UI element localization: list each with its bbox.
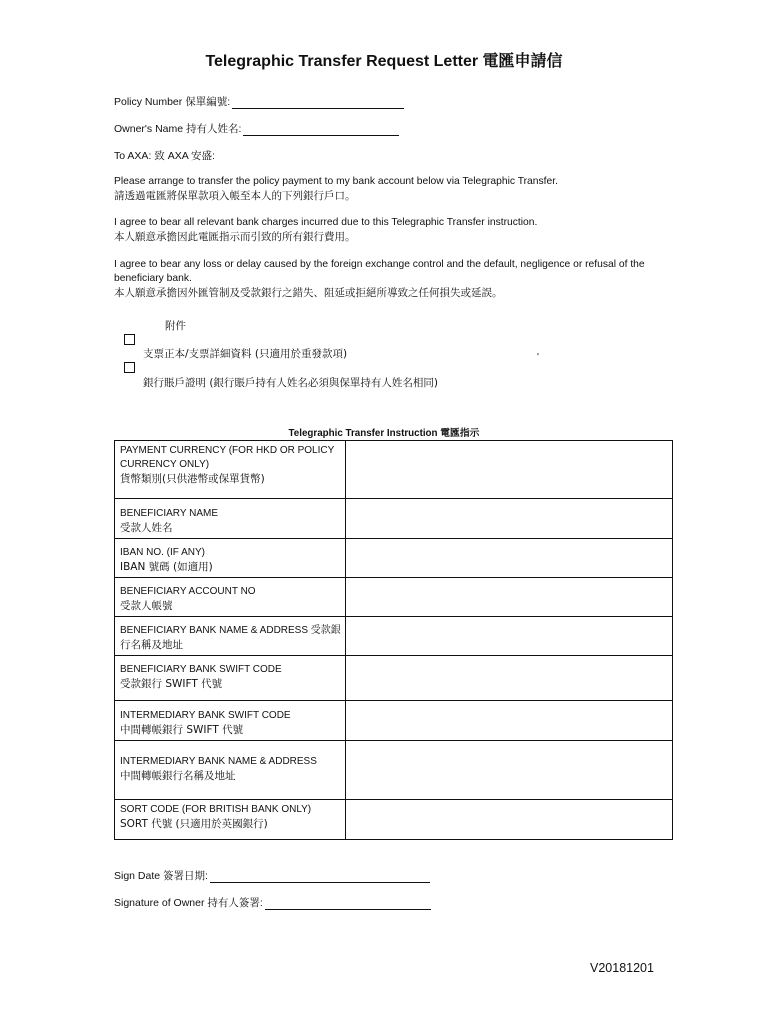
attachment-checkbox-bank-proof[interactable]: [124, 362, 135, 373]
attachment-checkbox-cheque[interactable]: [124, 334, 135, 345]
attachment-item-bank-proof: 銀行賬戶證明 (銀行賬戶持有人姓名必須與保單持有人姓名相同): [143, 377, 439, 389]
row-label-en: INTERMEDIARY BANK NAME & ADDRESS: [120, 756, 317, 767]
row-value-field[interactable]: [346, 441, 673, 499]
row-value-field[interactable]: [346, 617, 673, 656]
table-row: [115, 499, 673, 539]
row-label: [115, 441, 346, 499]
row-label-zh: 貨幣類別(只供港幣或保單貨幣): [120, 473, 265, 485]
page-title: Telegraphic Transfer Request Letter 電匯申請信: [205, 53, 563, 70]
table-row: [115, 539, 673, 578]
sign-date-label: Sign Date 簽署日期:: [114, 870, 208, 882]
version-code: V20181201: [590, 961, 654, 975]
paragraph-en: I agree to bear all relevant bank charges incurred due to this Telegraphic Transfer instruction.: [114, 217, 538, 228]
row-label-zh: 中間轉帳銀行 SWIFT 代號: [120, 724, 244, 736]
paragraph-bank-charges: [114, 216, 537, 244]
table-row: [115, 741, 673, 800]
paragraph-zh: 本人願意承擔因外匯管制及受款銀行之錯失、阻延或拒絕所導致之任何損失或延誤。: [114, 287, 503, 299]
row-value-field[interactable]: [346, 578, 673, 617]
row-label-en: BENEFICIARY BANK SWIFT CODE: [120, 664, 282, 675]
paragraph-zh: 請透過電匯將保單款項入帳至本人的下列銀行戶口。: [114, 190, 356, 202]
attachments-heading: 附件: [165, 320, 186, 332]
table-row: [115, 578, 673, 617]
row-label: [115, 741, 346, 800]
paragraph-en-line2: beneficiary bank.: [114, 273, 192, 284]
row-value-field[interactable]: [346, 800, 673, 840]
row-label: [115, 578, 346, 617]
row-label: [115, 701, 346, 741]
row-label-zh: 受款人姓名: [120, 522, 173, 534]
policy-number-row: [114, 94, 404, 109]
row-label-zh: 中間轉帳銀行名稱及地址: [120, 770, 236, 782]
row-value-field[interactable]: [346, 741, 673, 800]
row-label-zh: IBAN 號碼 (如適用): [120, 561, 213, 573]
paragraph-fx-loss: [114, 258, 674, 300]
row-label: [115, 499, 346, 539]
row-label: [115, 656, 346, 701]
row-label-en: BENEFICIARY NAME: [120, 508, 218, 519]
signature-field[interactable]: [265, 908, 431, 910]
row-label-zh: 受款銀行 SWIFT 代號: [120, 678, 223, 690]
row-label: [115, 617, 346, 656]
paragraph-zh: 本人願意承擔因此電匯指示而引致的所有銀行費用。: [114, 231, 356, 243]
signature-row: [114, 895, 431, 910]
table-row: [115, 800, 673, 840]
sign-date-row: [114, 868, 430, 883]
policy-number-field[interactable]: [232, 107, 404, 109]
instruction-table-title: Telegraphic Transfer Instruction 電匯指示: [288, 428, 480, 439]
instruction-table: [114, 440, 673, 840]
paragraph-transfer-request: [114, 175, 558, 203]
row-label-en: INTERMEDIARY BANK SWIFT CODE: [120, 710, 291, 721]
row-value-field[interactable]: [346, 701, 673, 741]
row-label-zh: 受款人帳號: [120, 600, 173, 612]
signature-label: Signature of Owner 持有人簽署:: [114, 897, 263, 909]
row-value-field[interactable]: [346, 499, 673, 539]
row-label-en: BENEFICIARY ACCOUNT NO: [120, 586, 256, 597]
owner-name-label: Owner's Name 持有人姓名:: [114, 123, 242, 135]
row-label-en: SORT CODE (FOR BRITISH BANK ONLY): [120, 804, 312, 815]
table-row: [115, 701, 673, 741]
addressee: To AXA: 致 AXA 安盛:: [114, 150, 215, 162]
owner-name-row: [114, 121, 399, 136]
table-row: [115, 656, 673, 701]
row-label: [115, 800, 346, 840]
row-label-zh: 行名稱及地址: [120, 639, 183, 651]
attachment-item-cheque: 支票正本/支票詳細資料 (只適用於重發款項): [143, 348, 348, 360]
row-label-zh: SORT 代號 (只適用於英國銀行): [120, 818, 268, 830]
owner-name-field[interactable]: [243, 134, 399, 136]
row-label-en: BENEFICIARY BANK NAME & ADDRESS 受款銀: [120, 625, 341, 636]
row-value-field[interactable]: [346, 656, 673, 701]
row-label-en: IBAN NO. (IF ANY): [120, 547, 206, 558]
paragraph-en: Please arrange to transfer the policy payment to my bank account below via Telegraphic Transfer.: [114, 176, 558, 187]
row-label: [115, 539, 346, 578]
policy-number-label: Policy Number 保單編號:: [114, 96, 231, 108]
table-row: [115, 617, 673, 656]
row-label-en: PAYMENT CURRENCY (FOR HKD OR POLICY CURRENCY ONLY): [120, 445, 335, 470]
table-row: [115, 441, 673, 499]
row-value-field[interactable]: [346, 539, 673, 578]
paragraph-en-line1: I agree to bear any loss or delay caused by the foreign exchange control and the default, negligence or refusal of the: [114, 259, 645, 270]
stray-mark: ': [537, 352, 539, 363]
sign-date-field[interactable]: [210, 881, 430, 883]
